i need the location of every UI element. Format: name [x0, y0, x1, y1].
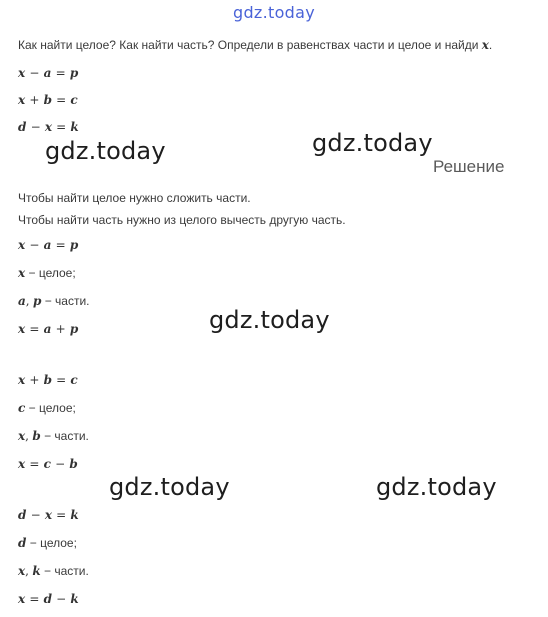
eq-term: c — [70, 93, 78, 107]
eq-op: − — [55, 457, 66, 471]
eq-term: x — [18, 457, 26, 471]
block1-whole — [18, 266, 76, 280]
eq-term: k — [70, 592, 79, 606]
eq-op: + — [29, 373, 40, 387]
eq-term: p — [69, 66, 79, 80]
eq-op: − — [30, 508, 41, 522]
task-equation-3 — [18, 120, 79, 134]
eq-term: x — [18, 66, 26, 80]
eq-term: p — [69, 322, 79, 336]
eq-op: = — [56, 373, 67, 387]
rule-whole: Чтобы найти целое нужно сложить части. — [18, 191, 251, 205]
eq-op: = — [56, 508, 67, 522]
task-question-text: Как найти целое? Как найти часть? Определи в равенствах части и целое и найди — [18, 38, 479, 52]
block2-result — [18, 457, 78, 471]
part-var: p — [32, 294, 42, 308]
watermark: gdz.today — [312, 129, 433, 157]
whole-text: − целое; — [28, 401, 76, 415]
eq-term: p — [69, 238, 79, 252]
eq-op: = — [29, 457, 40, 471]
whole-text: − целое; — [29, 536, 77, 550]
eq-term: x — [18, 238, 26, 252]
block2-parts: x, b − части. — [18, 429, 89, 443]
eq-op: − — [56, 592, 67, 606]
eq-term: d — [43, 592, 52, 606]
eq-term: x — [18, 373, 26, 387]
block1-equation — [18, 238, 78, 252]
block2-equation — [18, 373, 78, 387]
watermark: gdz.today — [376, 473, 497, 501]
eq-op: + — [29, 93, 40, 107]
rule-part: Чтобы найти часть нужно из целого вычесть другую часть. — [18, 213, 346, 227]
eq-op: − — [29, 238, 40, 252]
part-var: k — [32, 564, 41, 578]
parts-text: − части. — [44, 564, 89, 578]
eq-op: + — [55, 322, 66, 336]
block1-result — [18, 322, 78, 336]
part-var: b — [32, 429, 41, 443]
eq-op: = — [55, 66, 66, 80]
parts-text: − части. — [44, 429, 89, 443]
task-question-end: . — [488, 38, 493, 52]
eq-term: c — [43, 457, 51, 471]
block1-parts: a, p − части. — [18, 294, 90, 308]
eq-term: x — [18, 93, 26, 107]
task-equation-1 — [18, 66, 78, 80]
whole-var: d — [18, 536, 27, 550]
block3-parts: x, k − части. — [18, 564, 89, 578]
whole-var: x — [18, 266, 26, 280]
eq-term: a — [43, 238, 52, 252]
block3-result — [18, 592, 79, 606]
eq-op: = — [56, 120, 67, 134]
solution-title: Решение — [433, 157, 505, 176]
eq-op: = — [56, 93, 67, 107]
eq-term: b — [43, 373, 52, 387]
eq-op: = — [29, 592, 40, 606]
task-question — [18, 38, 492, 52]
eq-term: b — [43, 93, 52, 107]
part-var: x — [18, 564, 26, 578]
part-var: a — [18, 294, 26, 308]
block2-whole — [18, 401, 76, 415]
eq-term: x — [44, 508, 52, 522]
eq-term: a — [43, 66, 52, 80]
eq-term: b — [69, 457, 78, 471]
task-question-var: x — [481, 38, 489, 52]
eq-term: c — [70, 373, 78, 387]
watermark: gdz.today — [109, 473, 230, 501]
task-equation-2 — [18, 93, 78, 107]
part-var: x — [18, 429, 26, 443]
watermark: gdz.today — [209, 306, 330, 334]
eq-term: x — [18, 592, 26, 606]
eq-term: k — [70, 508, 79, 522]
block3-whole — [18, 536, 77, 550]
watermark: gdz.today — [45, 137, 166, 165]
block3-equation — [18, 508, 79, 522]
whole-text: − целое; — [28, 266, 76, 280]
eq-term: k — [70, 120, 79, 134]
eq-term: d — [18, 120, 27, 134]
eq-op: − — [29, 66, 40, 80]
whole-var: c — [18, 401, 26, 415]
eq-term: d — [18, 508, 27, 522]
eq-op: − — [30, 120, 41, 134]
eq-op: = — [29, 322, 40, 336]
eq-term: a — [43, 322, 52, 336]
site-logo[interactable]: gdz.today — [233, 3, 315, 22]
parts-text: − части. — [44, 294, 90, 308]
eq-term: x — [44, 120, 52, 134]
eq-op: = — [55, 238, 66, 252]
eq-term: x — [18, 322, 26, 336]
